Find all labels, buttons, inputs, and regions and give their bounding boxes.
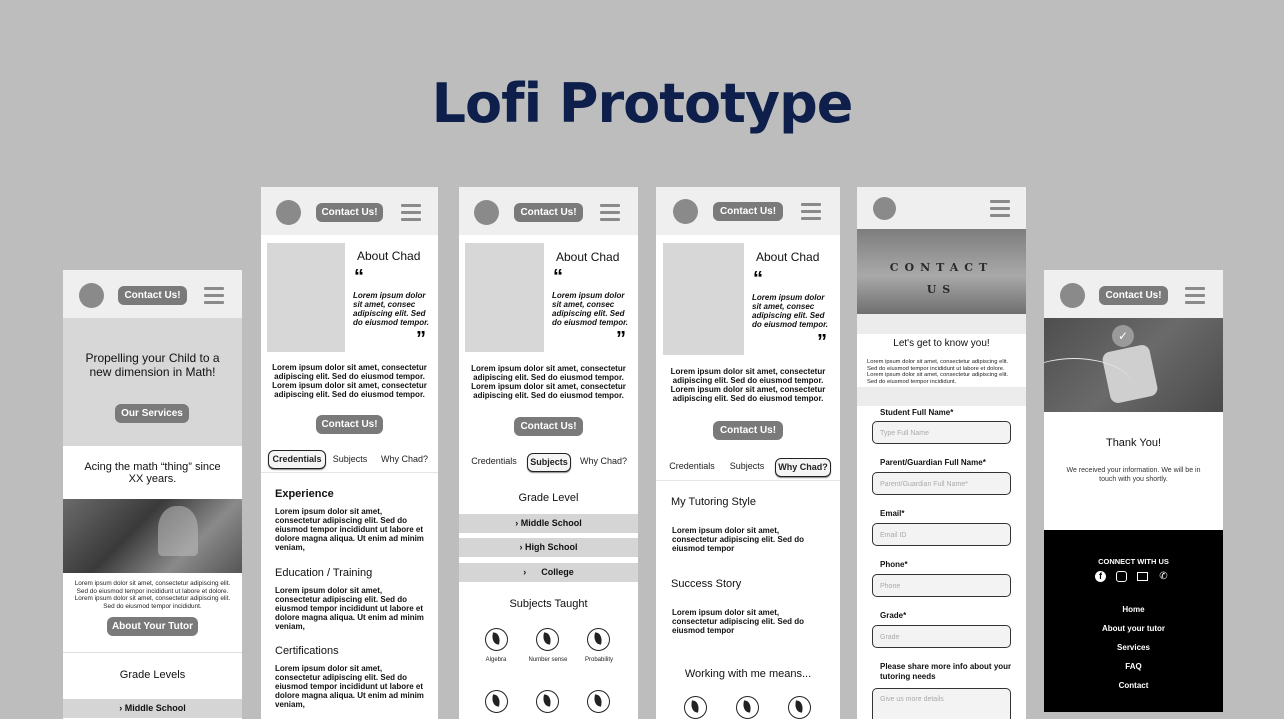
acing-text: Acing the math “thing” since XX years. [84,461,221,485]
header [857,187,1026,229]
about-heading: About Chad [357,249,421,263]
email-label: Email* [880,509,905,518]
hamburger-menu-icon[interactable] [801,203,821,220]
our-services-button[interactable]: Our Services [115,404,189,423]
more-info-textarea[interactable]: Give us more details [872,688,1011,719]
bio-text: Lorem ipsum dolor sit amet, consectetur adipiscing elit. Sed do eiusmod tempor. Lorem ipsum dolor sit amet, consectetur adipiscing elit. Sed do eiusmod tempor. [471,364,626,400]
subject-label-probability: Probability [584,657,613,663]
hero-text: Propelling your Child to a new dimension in Math! [85,351,220,379]
quote-text: Lorem ipsum dolor sit amet, consec adipiscing elit. Sed do eiusmod tempor. [752,293,829,329]
chevron-right-icon: › [523,567,542,577]
contact-intro: Lorem ipsum dolor sit amet, consectetur adipiscing elit. Sed do eiusmod tempor incididunt ut labore et dolore. Lorem ipsum dolor sit amet, consectetur adipiscing elit. Sed do eiusmod tempor incididunt. [867,359,1009,385]
high-school-label: High School [525,542,578,552]
form-divider [857,387,1026,406]
mail-icon[interactable] [1137,572,1148,581]
tab-credentials[interactable]: Credentials [669,461,715,471]
contact-us-button[interactable]: Contact Us! [1099,286,1168,305]
middle-school-row[interactable] [459,514,638,533]
contact-us-button[interactable]: Contact Us! [316,203,383,222]
leaf-icon [536,690,559,713]
education-heading: Education / Training [275,567,373,579]
education-text: Lorem ipsum dolor sit amet, consectetur adipiscing elit. Sed do eiusmod tempor incididunt ut labore et dolore magna aliqua. Ut enim ad minim veniam, [275,586,424,631]
grade-levels-heading: Grade Levels [119,669,186,681]
bio-text: Lorem ipsum dolor sit amet, consectetur adipiscing elit. Sed do eiusmod tempor. Lorem ipsum dolor sit amet, consectetur adipiscing elit. Sed do eiusmod tempor. [272,363,427,399]
contact-us-button-2[interactable]: Contact Us! [713,421,783,440]
hamburger-menu-icon[interactable] [990,200,1010,217]
footer [1044,530,1223,712]
tab-why-chad[interactable]: Why Chad? [579,456,628,466]
image-divider [857,314,1026,334]
leaf-icon [736,696,759,719]
leaf-icon [587,628,610,651]
tutor-photo-figure [158,506,198,556]
middle-school-row[interactable] [63,699,242,718]
tab-subjects[interactable]: Subjects [527,453,571,472]
contact-us-button-2[interactable]: Contact Us! [514,417,583,436]
logo-avatar[interactable] [276,200,301,225]
logo-avatar[interactable] [79,283,104,308]
header [63,270,242,318]
certifications-text: Lorem ipsum dolor sit amet, consectetur adipiscing elit. Sed do eiusmod tempor incididunt ut labore et dolore magna aliqua. Ut enim ad minim veniam, [275,664,424,709]
quote-open-icon: “ [354,266,364,288]
about-heading: About Chad [556,250,620,264]
home-description: Lorem ipsum dolor sit amet, consectetur adipiscing elit. Sed do eiusmod tempor incididunt ut labore et dolore. Lorem ipsum dolor sit amet, consectetur adipiscing elit. Sed do eiusmod tempor incididunt. [74,580,231,610]
leaf-icon [485,628,508,651]
subjects-taught-heading: Subjects Taught [509,598,588,610]
header [1044,270,1223,318]
contact-us-button[interactable]: Contact Us! [713,202,783,221]
footer-link-home[interactable]: Home [1122,605,1145,614]
quote-text: Lorem ipsum dolor sit amet, consec adipiscing elit. Sed do eiusmod tempor. [353,291,430,327]
contact-heading: Let's get to know you! [893,338,990,349]
chad-photo-placeholder [267,243,345,352]
contact-us-button[interactable]: Contact Us! [118,286,187,305]
thank-you-screen [1044,270,1223,712]
experience-text: Lorem ipsum dolor sit amet, consectetur adipiscing elit. Sed do eiusmod tempor incididunt ut labore et dolore magna aliqua. Ut enim ad minim veniam, [275,507,424,552]
email-input[interactable]: Email ID [872,523,1011,546]
hamburger-menu-icon[interactable] [1185,287,1205,304]
about-subjects-screen [459,187,638,719]
success-story-heading: Success Story [671,578,742,590]
grade-input[interactable]: Grade [872,625,1011,648]
tab-why-chad[interactable]: Why Chad? [380,454,429,464]
working-with-me-heading: Working with me means... [684,668,812,680]
leaf-icon [684,696,707,719]
phone-icon[interactable]: ✆ [1159,571,1168,582]
parent-name-input[interactable]: Parent/Guardian Full Name* [872,472,1011,495]
logo-avatar[interactable] [1060,283,1085,308]
high-school-row[interactable] [459,538,638,557]
tabs-divider [261,472,438,473]
college-label: College [541,567,574,577]
quote-close-icon: ” [616,328,626,350]
phone-input[interactable]: Phone [872,574,1011,597]
leaf-icon [485,690,508,713]
contact-us-image-text: CONTACT US [889,261,994,296]
tutoring-style-text: Lorem ipsum dolor sit amet, consectetur adipiscing elit. Sed do eiusmod tempor [672,526,805,553]
about-heading: About Chad [756,250,820,264]
about-credentials-screen [261,187,438,719]
grade-level-heading: Grade Level [518,492,579,504]
chevron-right-icon: › [119,703,123,713]
parent-name-label: Parent/Guardian Full Name* [880,458,986,467]
tab-why-chad[interactable]: Why Chad? [775,458,831,477]
middle-school-label: Middle School [520,518,582,528]
quote-open-icon: “ [753,268,763,290]
logo-avatar[interactable] [873,197,896,220]
student-name-label: Student Full Name* [880,408,954,417]
header [261,187,438,235]
tabs-divider [656,480,840,481]
hamburger-menu-icon[interactable] [401,204,421,221]
leaf-icon [536,628,559,651]
leaf-icon [587,690,610,713]
student-name-input[interactable]: Type Full Name [872,421,1011,444]
header [459,187,638,235]
tutor-photo [63,499,242,573]
connect-heading: CONNECT WITH US [1098,557,1169,566]
chad-photo-placeholder [663,243,744,355]
contact-form-screen [857,187,1026,719]
thank-you-heading: Thank You! [1105,437,1162,449]
about-why-chad-screen [656,187,840,719]
hero-section [63,318,242,446]
thank-you-message: We received your information. We will be in touch with you shortly. [1066,467,1201,483]
check-badge-icon: ✓ [1112,325,1134,347]
logo-avatar[interactable] [474,200,499,225]
chevron-right-icon: › [515,518,521,528]
subject-label-number-sense: Number sense [528,657,568,663]
page-title: Lofi Prototype [431,72,853,135]
footer-link-services[interactable]: Services [1117,643,1150,652]
home-screen [63,270,242,719]
college-row[interactable] [459,563,638,582]
subject-label-algebra: Algebra [485,657,507,663]
success-story-text: Lorem ipsum dolor sit amet, consectetur adipiscing elit. Sed do eiusmod tempor [672,608,805,635]
quote-open-icon: “ [553,266,563,288]
more-info-label: Please share more info about your tutoring needs [880,662,1012,681]
footer-link-contact[interactable]: Contact [1118,681,1149,690]
tab-subjects[interactable]: Subjects [332,454,368,464]
chad-photo-placeholder [465,243,544,352]
hamburger-menu-icon[interactable] [600,204,620,221]
tab-credentials[interactable]: Credentials [471,456,517,466]
quote-close-icon: ” [416,328,426,350]
leaf-icon [788,696,811,719]
about-your-tutor-button[interactable]: About Your Tutor [107,617,198,636]
certifications-heading: Certifications [275,645,339,657]
instagram-icon[interactable] [1116,571,1127,582]
quote-close-icon: ” [817,331,827,353]
facebook-icon[interactable]: f [1095,571,1106,582]
tutoring-style-heading: My Tutoring Style [671,496,756,508]
hamburger-menu-icon[interactable] [204,287,224,304]
footer-link-faq[interactable]: FAQ [1125,662,1142,671]
logo-avatar[interactable] [673,199,698,224]
contact-us-button-2[interactable]: Contact Us! [316,415,383,434]
chevron-right-icon: › [519,542,525,552]
phone-label: Phone* [880,560,908,569]
bio-text: Lorem ipsum dolor sit amet, consectetur adipiscing elit. Sed do eiusmod tempor. Lorem ipsum dolor sit amet, consectetur adipiscing elit. Sed do eiusmod tempor. [670,367,826,403]
divider [63,652,242,653]
footer-link-about[interactable]: About your tutor [1101,624,1166,633]
experience-heading: Experience [275,488,334,500]
tab-subjects[interactable]: Subjects [729,461,765,471]
grade-label: Grade* [880,611,907,620]
contact-us-button[interactable]: Contact Us! [514,203,583,222]
middle-school-label: Middle School [124,703,186,713]
tab-credentials[interactable]: Credentials [268,450,326,469]
quote-text: Lorem ipsum dolor sit amet, consec adipiscing elit. Sed do eiusmod tempor. [552,291,629,327]
header [656,187,840,235]
